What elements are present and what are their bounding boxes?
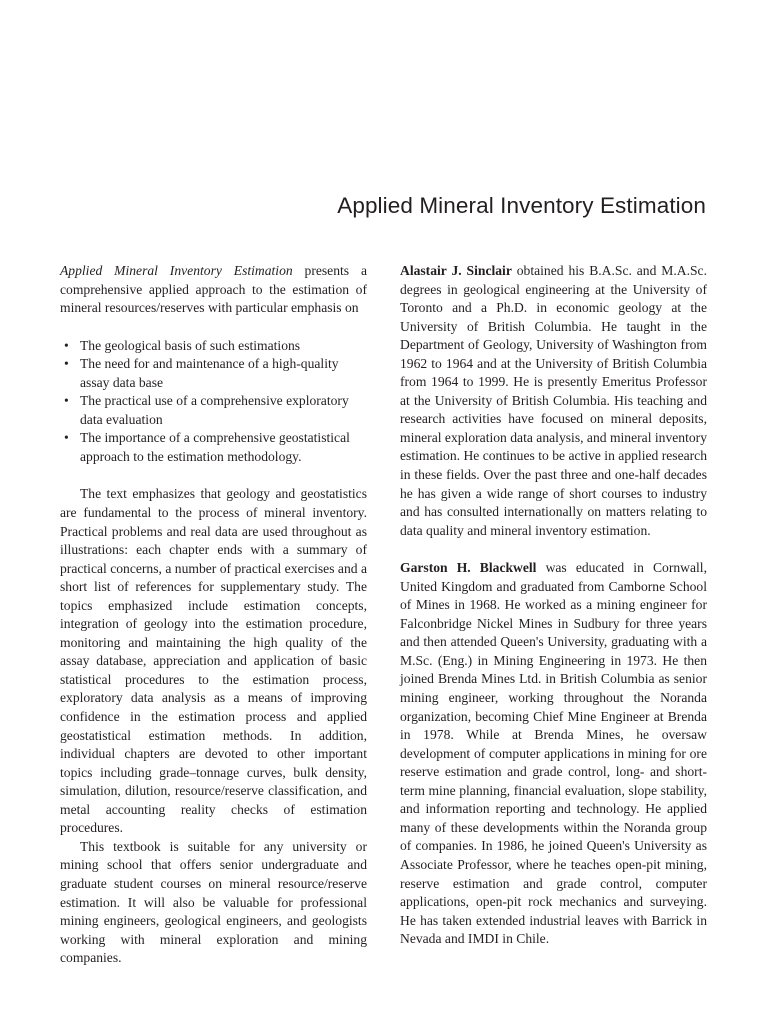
- author-bio-text: obtained his B.A.Sc. and M.A.Sc. degrees in geological engineering at the University of Toronto and a Ph.D. in economic geology at the University of British Columbia. He taught in the Department of Geology, University of Washington from 1962 to 1964 and at the University of British Columbia from 1964 to 1999. He is presently Emeritus Professor at the University of British Columbia. His teaching and research activities have focused on mineral deposits, mineral exploration data analysis, and mineral inventory estimation. He continues to be active in applied research in these fields. Over the past three and one-half decades he has given a wide range of short courses to industry and has consulted internationally on matters relating to data quality and mineral inventory estimation.: [400, 263, 707, 538]
- intro-text: presents a comprehensive applied approach to the estimation of mineral resources/reserves with particular emphasis on: [60, 263, 367, 316]
- bullet-icon: •: [64, 393, 69, 409]
- list-item: • The geological basis of such estimations: [60, 337, 367, 356]
- list-item: • The practical use of a comprehensive exploratory data evaluation: [64, 393, 349, 427]
- author-bio-text: was educated in Cornwall, United Kingdom and graduated from Camborne School of Mines in 1968. He worked as a mining engineer for Falconbridge Nickel Mines in Sudbury for three years and then attended Queen's University, graduating with a M.Sc. (Eng.) in Mining Engineering in 1973. He then joined Brenda Mines Ltd. in British Columbia as senior mining engineer, working throughout the Noranda organization, becoming Chief Mine Engineer at Brenda in 1978. While at Brenda Mines, he oversaw development of computer applications in mining for ore reserve estimation and grade control, long- and short-term mine planning, financial evaluation, slope stability, and information reporting and technology. He applied many of these developments within the Noranda group of companies. In 1986, he joined Queen's University as Associate Professor, where he teaches open-pit mining, reserve estimation and grade control, computer applications, open-pit rock mechanics and surveying. He has taken extended industrial leaves with Barrick in Nevada and IMDI in Chile.: [400, 560, 707, 947]
- left-column: [60, 262, 367, 968]
- author-name: Alastair J. Sinclair: [400, 263, 512, 278]
- page-title: Applied Mineral Inventory Estimation: [337, 193, 706, 218]
- book-title-italic: Applied Mineral Inventory Estimation: [60, 263, 293, 278]
- emphasis-list: [60, 337, 367, 467]
- list-item: • The importance of a comprehensive geostatistical approach to the estimation methodology.: [64, 430, 350, 464]
- right-column: [400, 262, 707, 949]
- bullet-icon: •: [64, 337, 69, 353]
- paragraph-gap: [400, 540, 707, 559]
- author-bio: [400, 262, 707, 540]
- intro-paragraph: [60, 262, 367, 318]
- bullet-icon: •: [64, 430, 69, 446]
- list-item: • The need for and maintenance of a high-quality assay data base: [64, 356, 339, 390]
- author-name: Garston H. Blackwell: [400, 560, 537, 576]
- body-paragraph: The text emphasizes that geology and geostatistics are fundamental to the process of mineral inventory. Practical problems and real data are used throughout as illustrations: each chapter ends with a summary of practical concerns, a number of practical exercises and a short list of references for supplementary study. The topics emphasized include estimation concepts, integration of geology into the estimation procedure, monitoring and maintaining the high quality of the assay database, appreciation and application of basic statistical procedures to the estimation process, exploratory data analysis as a means of improving confidence in the estimation process and applied geostatistical estimation methods. In addition, individual chapters are devoted to other important topics including grade–tonnage curves, bulk density, simulation, dilution, resource/reserve classification, and metal accounting reality checks of estimation procedures.: [60, 486, 367, 836]
- body-paragraph: This textbook is suitable for any university or mining school that offers senior undergraduate and graduate student courses on mineral resource/reserve estimation. It will also be valuable for professional mining engineers, geological engineers, and geologists working with mineral exploration and mining companies.: [60, 838, 367, 966]
- author-bio: [400, 559, 707, 948]
- bullet-icon: •: [64, 356, 69, 372]
